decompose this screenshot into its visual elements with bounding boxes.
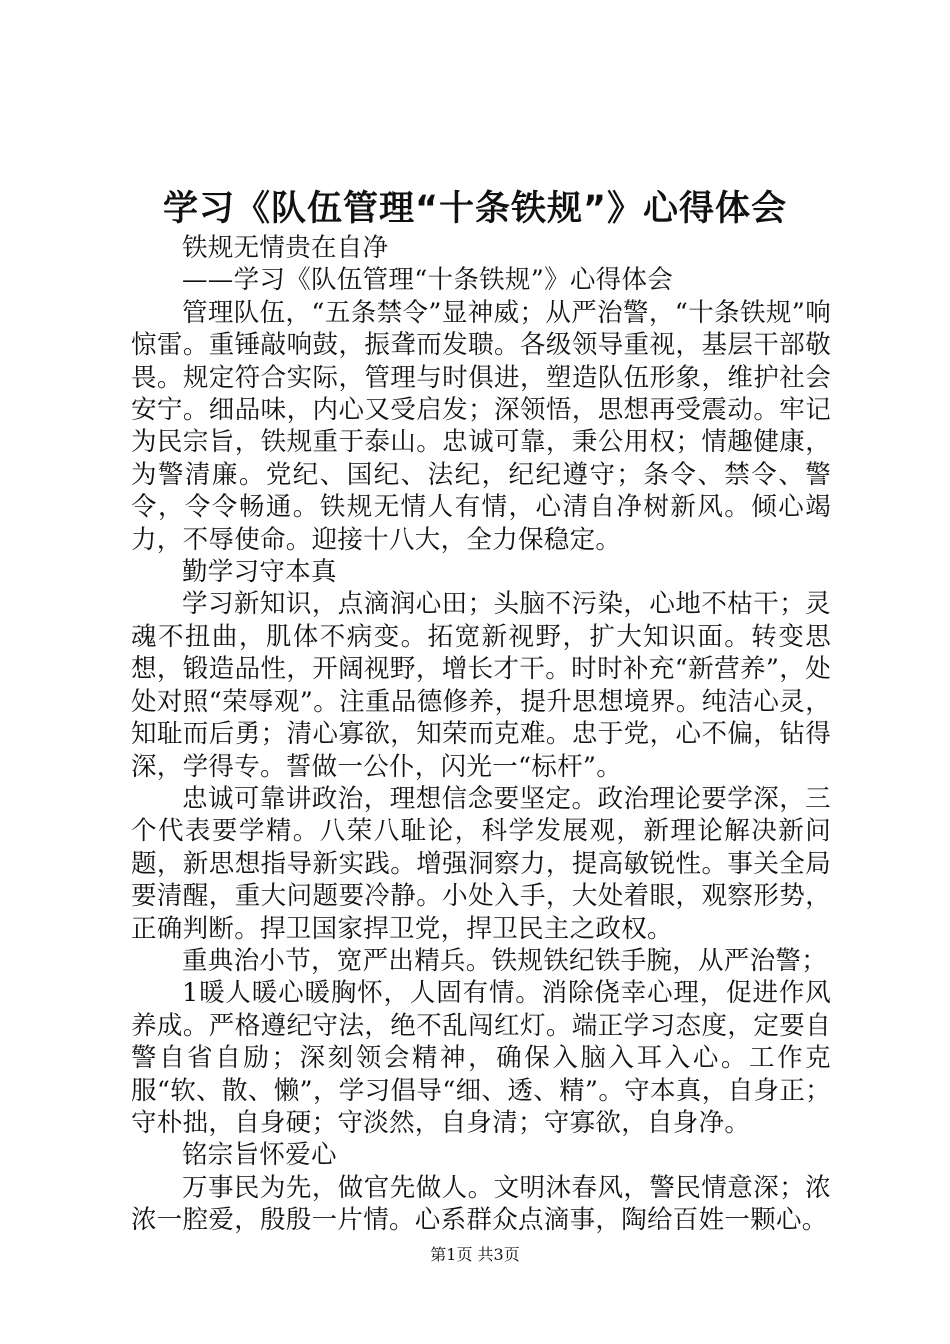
paragraph: 学习新知识，点滴润心田；头脑不污染，心地不枯干；灵魂不扭曲，肌体不病变。拓宽新视野，扩大知识面。转变思想，锻造品性，开阔视野，增长才干。时时补充“新营养”，处处对照“荣辱观”。注重品德修养，提升思想境界。纯洁心灵，知耻而后勇；清心寡欲，知荣而克难。忠于党，心不偏，钻得深，学得专。誓做一公仆，闪光一“标杆”。 [131,589,831,782]
paragraph: 万事民为先，做官先做人。文明沐春风，警民情意深；浓浓一腔爱，殷殷一片情。心系群众点滴事，陶给百姓一颗心。 [131,1172,831,1236]
document-title: 学习《队伍管理“十条铁规”》心得体会 [162,189,787,229]
paragraph: 重典治小节，宽严出精兵。铁规铁纪铁手腕，从严治警； [182,945,828,976]
paragraph: 管理队伍，“五条禁令”显神威；从严治警，“十条铁规”响惊雷。重锤敲响鼓，振聋而发聩。各级领导重视，基层干部敬畏。规定符合实际，管理与时俱进，塑造队伍形象，维护社会安宁。细品味，内心又受启发；深领悟，思想再受震动。牢记为民宗旨，铁规重于泰山。忠诚可靠，秉公用权；情趣健康，为警清廉。党纪、国纪、法纪，纪纪遵守；条令、禁令、警令，令令畅通。铁规无情人有情，心清自净树新风。倾心竭力，不辱使命。迎接十八大，全力保稳定。 [131,297,831,555]
paragraph: 忠诚可靠讲政治，理想信念要坚定。政治理论要学深，三个代表要学精。八荣八耻论，科学发展观，新理论解决新问题，新思想指导新实践。增强洞察力，提高敏锐性。事关全局要清醒，重大问题要冷静。小处入手，大处着眼，观察形势，正确判断。捍卫国家捍卫党，捍卫民主之政权。 [131,783,831,944]
paragraph: 1暖人暖心暖胸怀，人固有情。消除侥幸心理，促进作风养成。严格遵纪守法，绝不乱闯红灯。端正学习态度，定要自警自省自励；深刻领会精神，确保入脑入耳入心。工作克服“软、散、懒”，学习倡导“细、透、精”。守本真，自身正；守朴拙，自身硬；守淡然，自身清；守寡欲，自身净。 [131,978,831,1138]
page-footer: 第1页 共3页 [430,1245,520,1264]
document-body [131,232,831,1237]
subtitle-heading: 铁规无情贵在自净 [182,233,389,263]
section-heading: 铭宗旨怀爱心 [182,1140,337,1171]
section-heading: 勤学习守本真 [182,557,337,588]
subtitle-line: ——学习《队伍管理“十条铁规”》心得体会 [182,265,674,296]
